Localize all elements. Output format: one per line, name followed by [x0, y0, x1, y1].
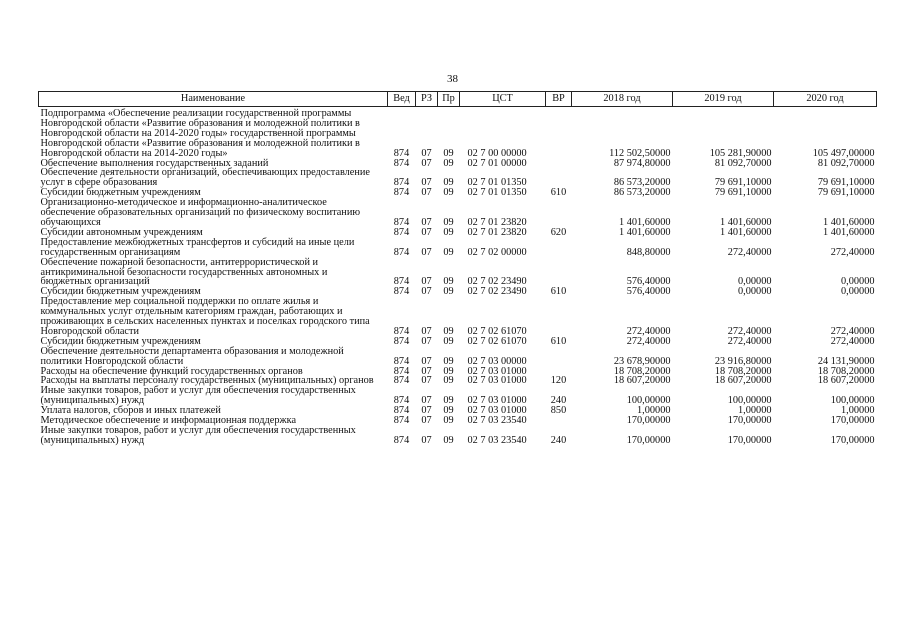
cell-rz: 07 [421, 375, 432, 387]
cell-2018: 1 401,60000 [619, 226, 671, 238]
cell-2018: 1,00000 [637, 405, 671, 417]
cell-vr [546, 107, 572, 159]
cell-2020: 18 607,20000 [817, 375, 875, 387]
cell-2018: 87 974,80000 [613, 157, 671, 169]
cell-pr: 09 [443, 147, 454, 159]
cell-pr: 09 [443, 434, 454, 446]
cell-name: Субсидии бюджетным учреждениям [40, 187, 201, 199]
cell-cst: 02 7 03 01000 [467, 405, 527, 417]
cell-2019: 100,00000 [727, 395, 772, 407]
cell-cst: 02 7 02 00000 [467, 246, 527, 258]
cell-2018: 170,00000 [626, 434, 671, 446]
cell-2019: 272,40000 [727, 246, 772, 258]
cell-pr: 09 [443, 286, 454, 298]
cell-2019: 1,00000 [738, 405, 772, 417]
cell-rz: 07 [421, 157, 432, 169]
cell-pr: 09 [443, 276, 454, 288]
cell-ved: 874 [393, 187, 410, 199]
header-pr: Пр [438, 92, 460, 107]
cell-rz: 07 [421, 415, 432, 427]
cell-name: Иные закупки товаров, работ и услуг для обеспечения государственных (муниципальных) нужд [40, 425, 356, 446]
cell-vr [546, 258, 572, 288]
cell-vr [546, 159, 572, 169]
cell-name: Предоставление межбюджетных трансфертов и субсидий на иные цели государственным организациям [40, 236, 355, 258]
cell-vr: 120 [550, 375, 567, 387]
cell-name: Обеспечение пожарной безопасности, антитеррористической и антикриминальной безопасности государственных автономных и бюджетных организаций [40, 256, 328, 288]
cell-name: Обеспечение выполнения государственных заданий [40, 157, 269, 169]
budget-table [38, 91, 877, 446]
cell-ved: 874 [393, 216, 410, 228]
cell-rz: 07 [421, 246, 432, 258]
cell-2019: 272,40000 [727, 325, 772, 337]
cell-2018: 576,40000 [626, 286, 671, 298]
cell-ved: 874 [393, 325, 410, 337]
table-row [39, 238, 877, 258]
cell-ved: 874 [393, 246, 410, 258]
cell-cst: 02 7 00 00000 [467, 147, 527, 159]
cell-pr: 09 [443, 365, 454, 377]
cell-2020: 18 708,20000 [817, 365, 875, 377]
header-rz: РЗ [416, 92, 438, 107]
table-body [39, 107, 877, 446]
cell-2020: 1 401,60000 [823, 216, 875, 228]
cell-ved: 874 [393, 276, 410, 288]
cell-pr: 09 [443, 216, 454, 228]
cell-ved: 874 [393, 226, 410, 238]
cell-rz: 07 [421, 276, 432, 288]
cell-cst: 02 7 01 23820 [467, 216, 527, 228]
cell-2018: 112 502,50000 [609, 147, 671, 159]
cell-ved: 874 [393, 355, 410, 367]
cell-2019: 1 401,60000 [720, 216, 772, 228]
cell-2019: 105 281,90000 [709, 147, 772, 159]
cell-2018: 170,00000 [626, 415, 671, 427]
table-row [39, 426, 877, 446]
cell-pr: 09 [443, 177, 454, 189]
cell-2020: 272,40000 [830, 325, 875, 337]
cell-ved: 874 [393, 286, 410, 298]
cell-2020: 100,00000 [830, 395, 875, 407]
cell-rz: 07 [421, 147, 432, 159]
cell-pr: 09 [443, 335, 454, 347]
cell-vr [546, 238, 572, 258]
cell-2020: 272,40000 [830, 246, 875, 258]
cell-rz: 07 [421, 286, 432, 298]
cell-cst: 02 7 01 00000 [467, 157, 527, 169]
cell-cst: 02 7 01 01350 [467, 177, 527, 189]
cell-ved: 874 [393, 415, 410, 427]
cell-rz: 07 [421, 434, 432, 446]
cell-pr: 09 [443, 226, 454, 238]
cell-2019: 1 401,60000 [720, 226, 772, 238]
cell-pr: 09 [443, 246, 454, 258]
cell-ved: 874 [393, 365, 410, 377]
header-2018: 2018 год [572, 92, 673, 107]
table-header [39, 92, 877, 107]
cell-2019: 170,00000 [727, 434, 772, 446]
cell-2020: 1,00000 [841, 405, 875, 417]
cell-vr: 610 [550, 187, 567, 199]
header-vr: ВР [546, 92, 572, 107]
cell-2020: 24 131,90000 [817, 355, 875, 367]
cell-2018: 576,40000 [626, 276, 671, 288]
cell-name: Иные закупки товаров, работ и услуг для обеспечения государственных (муниципальных) нужд [40, 385, 356, 407]
cell-2018: 848,80000 [626, 246, 671, 258]
cell-2018: 18 708,20000 [613, 365, 671, 377]
cell-2020: 79 691,10000 [817, 187, 875, 199]
cell-name: Уплата налогов, сборов и иных платежей [40, 405, 221, 417]
cell-name: Обеспечение деятельности департамента образования и молодежной политики Новгородской области [40, 345, 344, 367]
cell-cst: 02 7 02 61070 [467, 325, 527, 337]
cell-2018: 86 573,20000 [613, 177, 671, 189]
cell-ved: 874 [393, 434, 410, 446]
cell-vr: 240 [550, 395, 567, 407]
cell-2019: 23 916,80000 [714, 355, 772, 367]
cell-rz: 07 [421, 355, 432, 367]
cell-cst: 02 7 03 23540 [467, 434, 527, 446]
cell-2020: 0,00000 [841, 276, 875, 288]
cell-2020: 105 497,00000 [812, 147, 875, 159]
cell-pr: 09 [443, 395, 454, 407]
cell-vr: 620 [550, 226, 567, 238]
cell-2018: 18 607,20000 [613, 375, 671, 387]
header-ved: Вед [388, 92, 416, 107]
cell-2019: 79 691,10000 [714, 187, 772, 199]
cell-pr: 09 [443, 325, 454, 337]
cell-ved: 874 [393, 157, 410, 169]
cell-ved: 874 [393, 405, 410, 417]
cell-rz: 07 [421, 216, 432, 228]
cell-ved: 874 [393, 147, 410, 159]
cell-pr: 09 [443, 157, 454, 169]
cell-name: Методическое обеспечение и информационная поддержка [40, 415, 297, 427]
cell-ved: 874 [393, 335, 410, 347]
cell-vr: 850 [550, 405, 567, 417]
cell-pr: 09 [443, 405, 454, 417]
cell-name: Субсидии автономным учреждениям [40, 226, 203, 238]
cell-2018: 272,40000 [626, 325, 671, 337]
cell-cst: 02 7 03 01000 [467, 375, 527, 387]
table-row [39, 168, 877, 188]
cell-vr: 610 [550, 335, 567, 347]
cell-rz: 07 [421, 395, 432, 407]
cell-name: Расходы на обеспечение функций государственных органов [40, 365, 303, 377]
cell-2020: 1 401,60000 [823, 226, 875, 238]
cell-vr [546, 347, 572, 367]
table-row [39, 347, 877, 367]
cell-vr [546, 416, 572, 426]
cell-name: Субсидии бюджетным учреждениям [40, 335, 201, 347]
table-row [39, 258, 877, 288]
cell-2020: 0,00000 [841, 286, 875, 298]
cell-cst: 02 7 03 01000 [467, 395, 527, 407]
table-row [39, 297, 877, 337]
cell-2019: 79 691,10000 [714, 177, 772, 189]
header-2020: 2020 год [774, 92, 877, 107]
cell-2019: 81 092,70000 [714, 157, 772, 169]
cell-2019: 0,00000 [738, 276, 772, 288]
header-cst: ЦСТ [460, 92, 546, 107]
cell-rz: 07 [421, 325, 432, 337]
page-number: 38 [447, 73, 458, 85]
cell-2018: 272,40000 [626, 335, 671, 347]
cell-2018: 86 573,20000 [613, 187, 671, 199]
cell-2018: 1 401,60000 [619, 216, 671, 228]
header-row [39, 92, 877, 107]
cell-cst: 02 7 02 23490 [467, 276, 527, 288]
cell-name: Подпрограмма «Обеспечение реализации государственной программы Новгородской области «Развитие образования и молодежной политики в Новгородской области на 2014-2020 годы» государственной программы Новгородской области «Развитие образования и молодежной политики в Новгородской области на 2014-2020 годы» [40, 108, 360, 159]
cell-2020: 272,40000 [830, 335, 875, 347]
cell-pr: 09 [443, 355, 454, 367]
cell-vr: 240 [550, 434, 567, 446]
cell-2020: 170,00000 [830, 434, 875, 446]
cell-name: Расходы на выплаты персоналу государственных (муниципальных) органов [40, 375, 374, 387]
cell-2018: 23 678,90000 [613, 355, 671, 367]
cell-cst: 02 7 02 61070 [467, 335, 527, 347]
cell-cst: 02 7 01 01350 [467, 187, 527, 199]
cell-2020: 79 691,10000 [817, 177, 875, 189]
header-name: Наименование [39, 92, 388, 107]
cell-vr [546, 297, 572, 337]
cell-vr: 610 [550, 286, 567, 298]
cell-2018: 100,00000 [626, 395, 671, 407]
cell-rz: 07 [421, 187, 432, 199]
cell-name: Организационно-методическое и информационно-аналитическое обеспечение образовательных организаций по физическому воспитанию обучающихся [40, 197, 361, 228]
cell-cst: 02 7 03 01000 [467, 365, 527, 377]
cell-2020: 81 092,70000 [817, 157, 875, 169]
table-row [39, 198, 877, 228]
cell-rz: 07 [421, 365, 432, 377]
cell-2020: 170,00000 [830, 415, 875, 427]
cell-cst: 02 7 03 00000 [467, 355, 527, 367]
cell-pr: 09 [443, 415, 454, 427]
cell-vr [546, 198, 572, 228]
cell-rz: 07 [421, 226, 432, 238]
cell-2019: 272,40000 [727, 335, 772, 347]
cell-name: Предоставление мер социальной поддержки по оплате жилья и коммунальных услуг отдельным категориям граждан, работающих и проживающих в сельских населенных пунктах и поселках городского типа Новгородской области [40, 296, 370, 337]
cell-ved: 874 [393, 395, 410, 407]
cell-cst: 02 7 03 23540 [467, 415, 527, 427]
cell-ved: 874 [393, 375, 410, 387]
cell-2019: 18 708,20000 [714, 365, 772, 377]
cell-rz: 07 [421, 405, 432, 417]
cell-vr [546, 168, 572, 188]
cell-2019: 18 607,20000 [714, 375, 772, 387]
cell-rz: 07 [421, 177, 432, 189]
cell-2019: 0,00000 [738, 286, 772, 298]
cell-cst: 02 7 01 23820 [467, 226, 527, 238]
table-row [39, 386, 877, 406]
cell-pr: 09 [443, 375, 454, 387]
cell-name: Субсидии бюджетным учреждениям [40, 286, 201, 298]
cell-pr: 09 [443, 187, 454, 199]
cell-name: Обеспечение деятельности организаций, обеспечивающих предоставление услуг в сфере образования [40, 167, 370, 189]
table-row [39, 107, 877, 159]
cell-rz: 07 [421, 335, 432, 347]
cell-2019: 170,00000 [727, 415, 772, 427]
cell-cst: 02 7 02 23490 [467, 286, 527, 298]
header-2019: 2019 год [673, 92, 774, 107]
cell-ved: 874 [393, 177, 410, 189]
